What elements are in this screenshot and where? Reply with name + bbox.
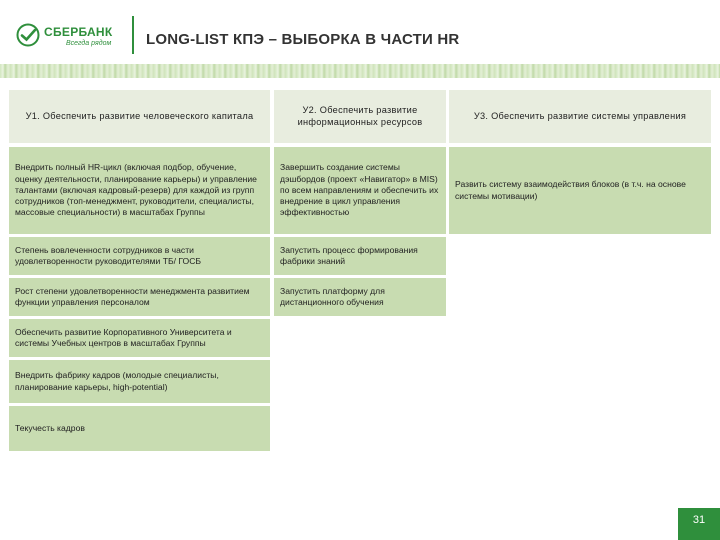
header-goal-3: У3. Обеспечить развитие системы управления xyxy=(449,90,711,143)
sberbank-logo xyxy=(16,20,126,56)
page-number: 31 xyxy=(678,508,720,540)
table-cell-col1: Рост степени удовлетворенности менеджмента развитием функции управления персоналом xyxy=(9,278,270,316)
table-cell-col1: Внедрить полный HR-цикл (включая подбор, обучение, оценку деятельности, планирование карьеры) и управление талантами (включая кадровый-резерв) для каждой из групп сотрудников (топ-менеджмент, руководители, специалисты, массовые специальности) в масштабах Группы xyxy=(9,147,270,234)
sberbank-logo-icon xyxy=(16,23,40,47)
table-cell-col2: Запустить процесс формирования фабрики знаний xyxy=(274,237,446,275)
table-cell-col1: Обеспечить развитие Корпоративного Университета и системы Учебных центров в масштабах Группы xyxy=(9,319,270,357)
header-goal-1: У1. Обеспечить развитие человеческого капитала xyxy=(9,90,270,143)
table-cell-col2: Завершить создание системы дэшбордов (проект «Навигатор» в MIS) по всем направлениям и обеспечить их внедрение в цикл управления эффективностью xyxy=(274,147,446,234)
logo-tagline: Всегда рядом xyxy=(66,40,112,47)
title-divider xyxy=(132,16,134,54)
page-title: LONG-LIST КПЭ – ВЫБОРКА В ЧАСТИ HR xyxy=(146,31,460,48)
table-cell-col1: Внедрить фабрику кадров (молодые специалисты, планирование карьеры, high-potential) xyxy=(9,360,270,403)
table-cell-col3: Развить систему взаимодействия блоков (в т.ч. на основе системы мотивации) xyxy=(449,147,711,234)
logo-name: СБЕРБАНК xyxy=(44,25,113,39)
decorative-band xyxy=(0,64,720,78)
table-cell-col1: Текучесть кадров xyxy=(9,406,270,451)
table-cell-col1: Степень вовлеченности сотрудников в части удовлетворенности руководителями ТБ/ ГОСБ xyxy=(9,237,270,275)
table-cell-col2: Запустить платформу для дистанционного обучения xyxy=(274,278,446,316)
header-goal-2: У2. Обеспечить развитие информационных ресурсов xyxy=(274,90,446,143)
